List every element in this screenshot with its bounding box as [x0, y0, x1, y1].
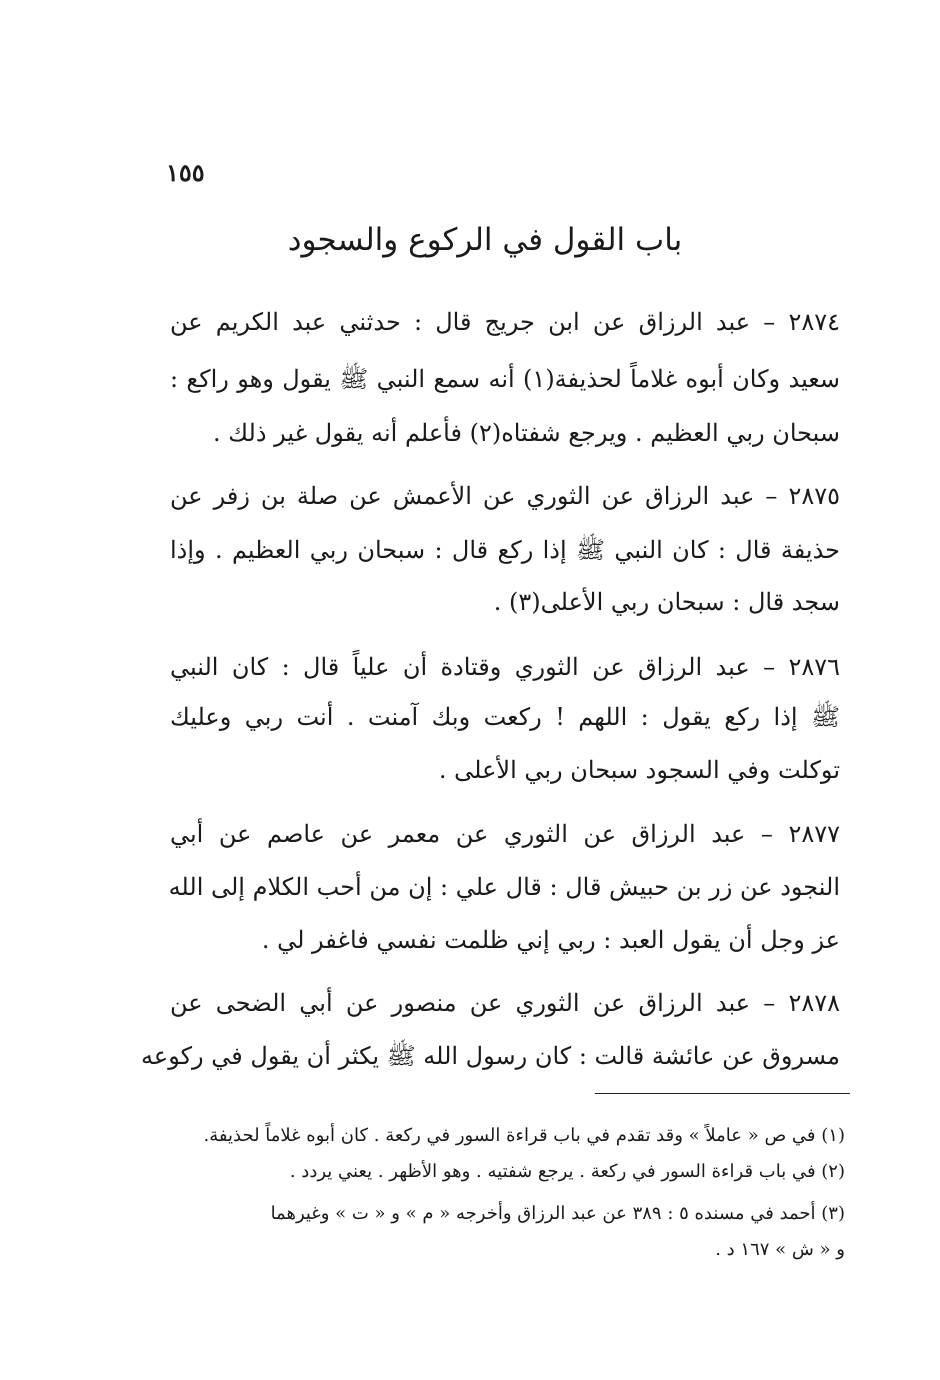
hadith-2876-line-3: توكلت وفي السجود سبحان ربي الأعلى .: [438, 756, 840, 784]
hadith-2877-line-2: النجود عن زر بن حبيش قال : قال علي : إن من أحب الكلام إلى الله: [168, 873, 840, 901]
footnote-divider: [595, 1093, 850, 1094]
hadith-2877-line-3: عز وجل أن يقول العبد : ربي إني ظلمت نفسي فاغفر لي .: [261, 926, 840, 954]
hadith-2874-line-1: ٢٨٧٤ – عبد الرزاق عن ابن جريج قال : حدثني عبد الكريم عن: [170, 308, 840, 336]
hadith-2875-line-1: ٢٨٧٥ – عبد الرزاق عن الثوري عن الأعمش عن صلة بن زفر عن: [170, 482, 840, 510]
chapter-title: باب القول في الركوع والسجود: [287, 222, 683, 258]
footnote-1: (١) في ص « عاملاً » وقد تقدم في باب قراءة السور في ركعة . كان أبوه غلاماً لحذيفة.: [203, 1125, 845, 1146]
footnote-2: (٢) في باب قراءة السور في ركعة . يرجع شفتيه . وهو الأظهر . يعني يردد .: [289, 1161, 845, 1182]
hadith-2874-line-2: سعيد وكان أبوه غلاماً لحذيفة(١) أنه سمع النبي ﷺ يقول وهو راكع :: [170, 365, 840, 393]
footnote-3-continued: و « ش » ١٦٧ د .: [715, 1239, 845, 1260]
hadith-2876-line-2: ﷺ إذا ركع يقول : اللهم ! ركعت وبك آمنت . أنت ربي وعليك: [170, 703, 840, 731]
hadith-2875-line-2: حذيفة قال : كان النبي ﷺ إذا ركع قال : سبحان ربي العظيم . وإذا: [170, 536, 840, 564]
hadith-2874-line-3: سبحان ربي العظيم . ويرجع شفتاه(٢) فأعلم أنه يقول غير ذلك .: [213, 419, 840, 447]
hadith-2878-line-1: ٢٨٧٨ – عبد الرزاق عن الثوري عن منصور عن أبي الضحى عن: [170, 989, 840, 1017]
hadith-2876-line-1: ٢٨٧٦ – عبد الرزاق عن الثوري وقتادة أن علياً قال : كان النبي: [170, 653, 840, 681]
hadith-2875-line-3: سجد قال : سبحان ربي الأعلى(٣) .: [493, 588, 840, 616]
footnote-3: (٣) أحمد في مسنده ٥ : ٣٨٩ عن عبد الرزاق وأخرجه « م » و « ت » وغيرهما: [270, 1203, 845, 1224]
page-number: ١٥٥: [166, 158, 205, 187]
hadith-2878-line-2: مسروق عن عائشة قالت : كان رسول الله ﷺ يكثر أن يقول في ركوعه: [141, 1042, 840, 1070]
hadith-2877-line-1: ٢٨٧٧ – عبد الرزاق عن الثوري عن معمر عن عاصم عن أبي: [170, 820, 841, 848]
